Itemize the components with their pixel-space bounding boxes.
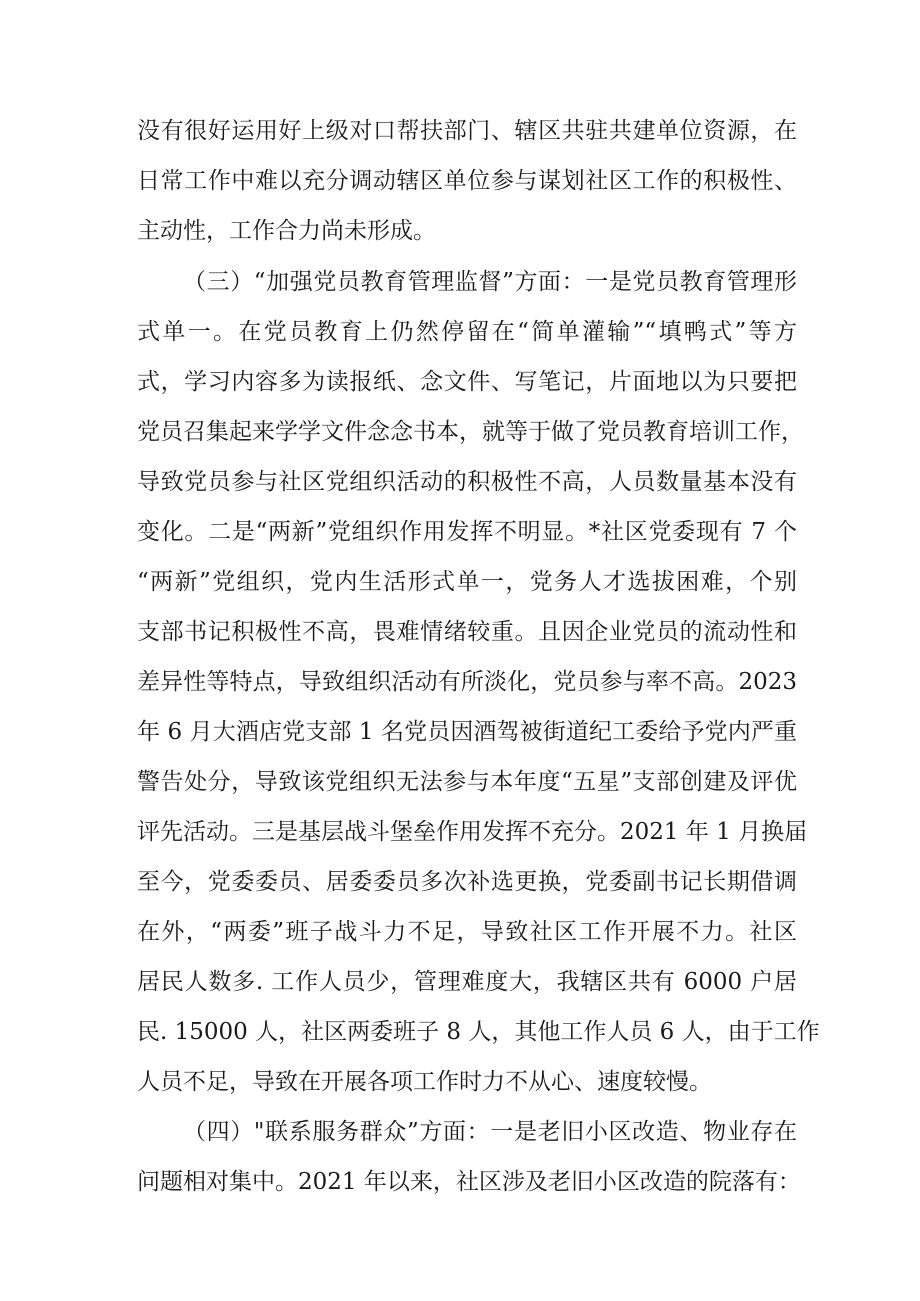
text-line: 警告处分，导致该党组织无法参与本年度“五星”支部创建及评优 [137,769,797,795]
paragraph-heading-line: （三）“加强党员教育管理监督”方面：一是党员教育管理形 [183,269,797,295]
text-line: 没有很好运用好上级对口帮扶部门、辖区共驻共建单位资源，在 [137,118,797,144]
text-line: 人员不足，导致在开展各项工作时力不从心、速度较慢。 [137,1069,712,1095]
text-line: 在外，“两委”班子战斗力不足，导致社区工作开展不力。社区 [137,919,797,945]
text-line: 式，学习内容多为读报纸、念文件、写笔记，片面地以为只要把 [137,369,797,395]
text-line: 年 6 月大酒店党支部 1 名党员因酒驾被街道纪工委给予党内严重 [137,719,797,745]
paragraph-heading-line: （四）"联系服务群众”方面：一是老旧小区改造、物业存在 [183,1119,797,1145]
text-line: 差异性等特点，导致组织活动有所淡化，党员参与率不高。2023 [137,669,797,695]
text-line: 式单一。在党员教育上仍然停留在“简单灌输”“填鸭式”等方 [137,319,797,345]
text-line: 民. 15000 人，社区两委班子 8 人，其他工作人员 6 人，由于工作 [137,1019,820,1045]
text-line: 支部书记积极性不高，畏难情绪较重。且因企业党员的流动性和 [137,619,797,645]
text-line: 日常工作中难以充分调动辖区单位参与谋划社区工作的积极性、 [137,168,797,194]
text-line: 至今，党委委员、居委委员多次补选更换，党委副书记长期借调 [137,869,797,895]
text-line: “两新”党组织，党内生活形式单一，党务人才选拔困难，个别 [137,569,797,595]
text-line: 问题相对集中。2021 年以来，社区涉及老旧小区改造的院落有： [137,1169,801,1195]
text-line: 居民人数多. 工作人员少，管理难度大，我辖区共有 6000 户居 [137,969,797,995]
text-line: 党员召集起来学学文件念念书本，就等于做了党员教育培训工作， [137,419,804,445]
text-line: 导致党员参与社区党组织活动的积极性不高，人员数量基本没有 [137,469,797,495]
text-line: 评先活动。三是基层战斗堡垒作用发挥不充分。2021 年 1 月换届 [137,819,808,845]
text-line: 变化。二是“两新”党组织作用发挥不明显。*社区党委现有 7 个 [137,519,797,545]
text-line: 主动性，工作合力尚未形成。 [137,218,436,244]
